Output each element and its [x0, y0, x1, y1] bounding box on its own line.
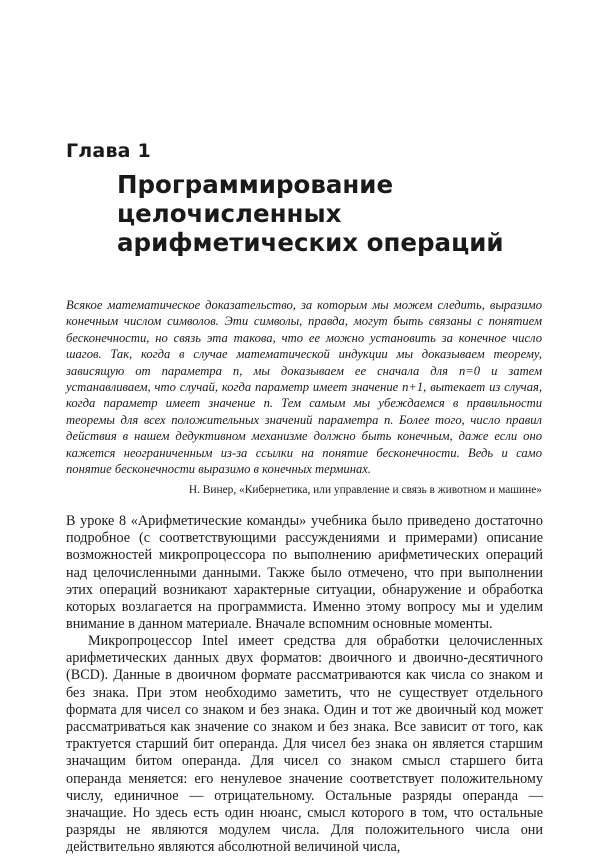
chapter-title-line-1: Программирование	[117, 170, 394, 199]
chapter-label: Глава 1	[66, 140, 151, 162]
chapter-title-line-3: арифметических операций	[117, 228, 504, 257]
chapter-title-line-2: целочисленных	[117, 199, 342, 228]
epigraph-attribution: Н. Винер, «Кибернетика, или управление и связь в животном и машине»	[188, 484, 542, 496]
chapter-title	[117, 170, 547, 257]
epigraph-text: Всякое математическое доказательство, за которым мы можем следить, выразимо конечным числом символов. Эти символы, правда, могут быть связаны с понятием бесконечности, но связь эта такова, что ее можно установить за конечное число шагов. Так, когда в случае математической индукции мы доказываем теорему, зависящую от параметра n, мы доказываем ее сначала для n=0 и затем устанавливаем, что случай, когда параметр имеет значение n+1, вытекает из случая, когда параметр имеет значение n. Тем самым мы убеждаемся в правильности теоремы для всех положительных значений параметра n. Более того, число правил действия в нашем дедуктивном механизме должно быть конечным, даже если оно кажется неограниченным из-за ссылки на понятие бесконечности. Ведь и само понятие бесконечности выразимо в конечных терминах.	[66, 298, 542, 477]
body-paragraph-2: Микропроцессор Intel имеет средства для обработки целочисленных арифметических данных двух форматов: двоичного и двоично-десятичного (BCD). Данные в двоичном формате рассматриваются как числа со знаком и без знака. При этом необходимо заметить, что не существует отдельного формата для чисел со знаком и без знака. Один и тот же двоичный код может рассматриваться как значение со знаком и без знака. Все зависит от того, как трактуется старший бит операнда. Для чисел без знака он является старшим значащим битом операнда. Для чисел со знаком смысл старшего бита операнда меняется: его ненулевое значение соответствует положительному числу, единичное — отрицательному. Остальные разряды операнда — значащие. Но здесь есть один нюанс, смысл которого в том, что остальные разряды не являются модулем числа. Для положительного числа они действительно являются абсолютной величиной числа,	[66, 633, 543, 856]
body-paragraph-1: В уроке 8 «Арифметические команды» учебника было приведено достаточно подробное (с соответствующими рассуждениями и примерами) описание возможностей микропроцессора по выполнению арифметических операций над целочисленными данными. Также было отмечено, что при выполнении этих операций возникают характерные ситуации, обнаружение и обработка которых возлагается на программиста. Именно этому вопросу мы и уделим внимание в данном материале. Вначале вспомним основные моменты.	[66, 513, 543, 633]
